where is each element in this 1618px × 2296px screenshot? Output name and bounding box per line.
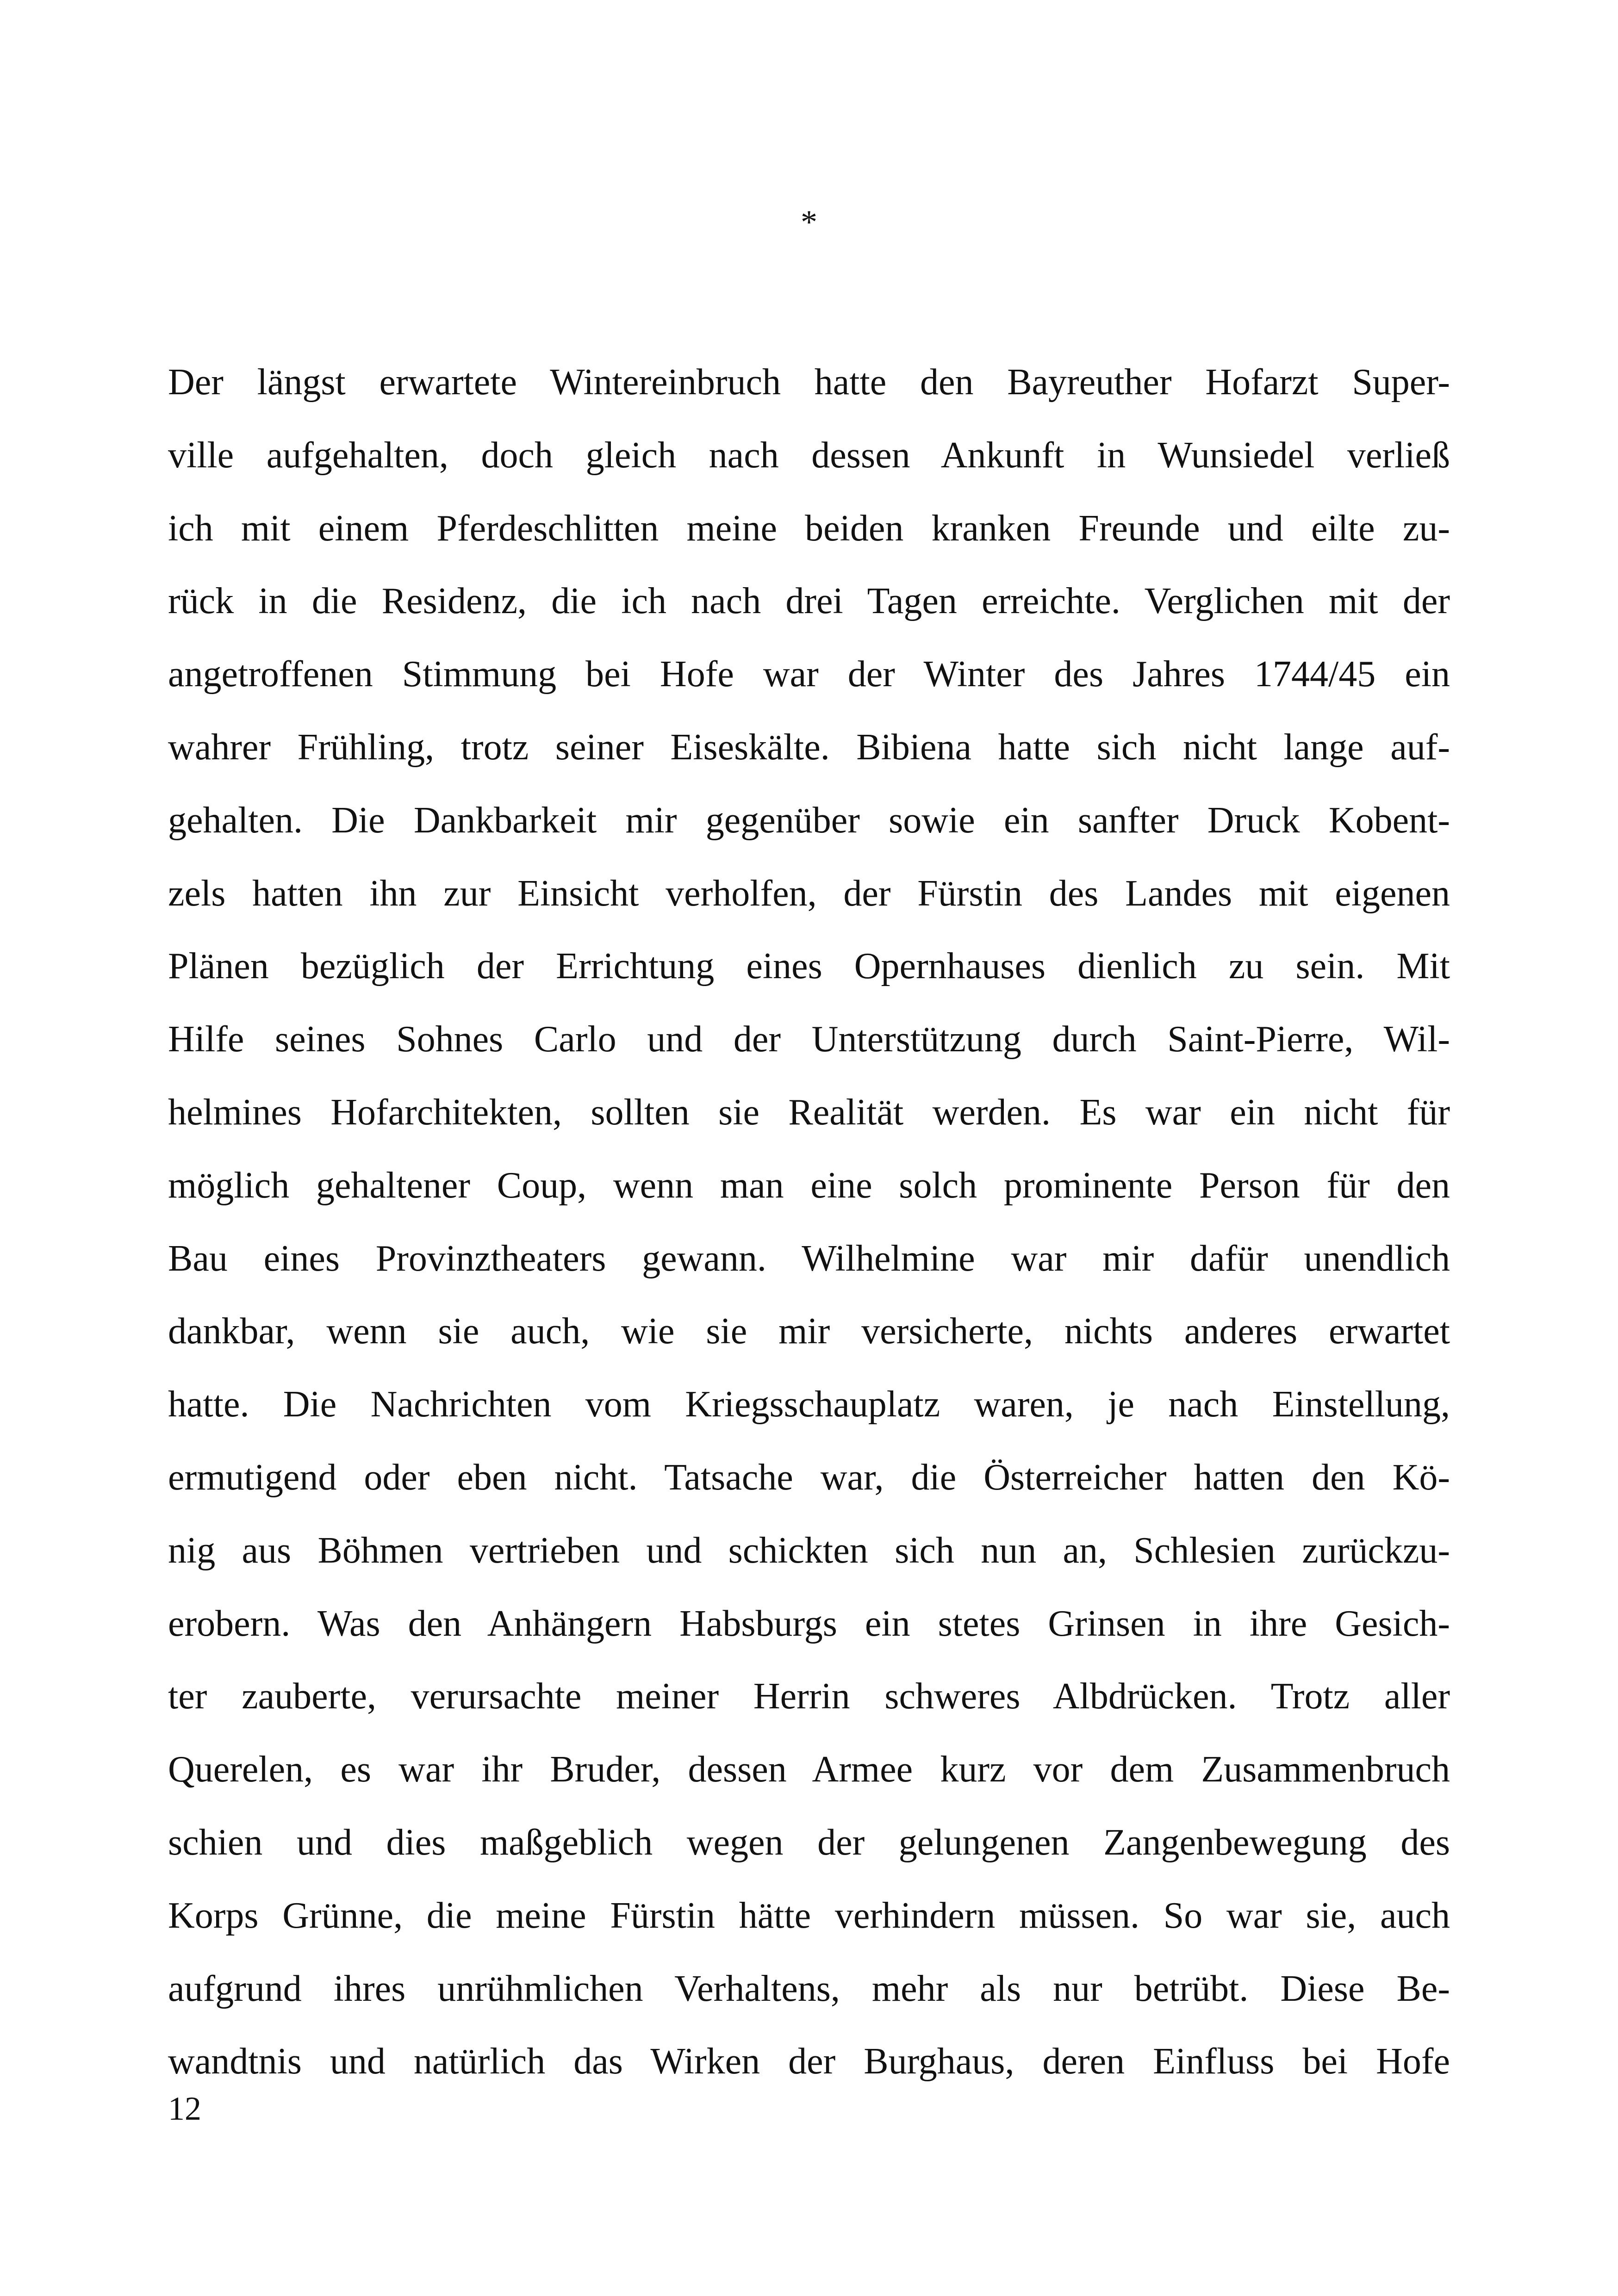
text-line: wahrer Frühling, trotz seiner Eiseskälte. Bibiena hatte sich nicht lange auf- — [168, 726, 1450, 768]
text-line: ter zauberte, verursachte meiner Herrin schweres Albdrücken. Trotz aller — [168, 1676, 1450, 1717]
text-line: Hilfe seines Sohnes Carlo und der Unterstützung durch Saint-Pierre, Wil- — [168, 1019, 1450, 1060]
text-line: ich mit einem Pferdeschlitten meine beiden kranken Freunde und eilte zu- — [168, 508, 1450, 549]
section-separator: * — [801, 204, 817, 241]
text-line: aufgrund ihres unrühmlichen Verhaltens, mehr als nur betrübt. Diese Be- — [168, 1968, 1450, 2009]
page-number: 12 — [168, 2090, 201, 2127]
body-text — [168, 346, 1450, 2098]
text-line: nig aus Böhmen vertrieben und schickten sich nun an, Schlesien zurückzu- — [168, 1530, 1450, 1571]
text-line: Korps Grünne, die meine Fürstin hätte verhindern müssen. So war sie, auch — [168, 1895, 1450, 1936]
text-line: hatte. Die Nachrichten vom Kriegsschauplatz waren, je nach Einstellung, — [168, 1384, 1450, 1425]
text-line: Bau eines Provinztheaters gewann. Wilhelmine war mir dafür unendlich — [168, 1238, 1450, 1279]
text-line: Plänen bezüglich der Errichtung eines Opernhauses dienlich zu sein. Mit — [168, 946, 1450, 987]
text-line: Der längst erwartete Wintereinbruch hatte den Bayreuther Hofarzt Super- — [168, 362, 1450, 403]
text-line: wandtnis und natürlich das Wirken der Burghaus, deren Einfluss bei Hofe — [168, 2041, 1450, 2082]
text-line: dankbar, wenn sie auch, wie sie mir versicherte, nichts anderes erwartet — [168, 1311, 1450, 1352]
text-line: rück in die Residenz, die ich nach drei Tagen erreichte. Verglichen mit der — [168, 581, 1450, 622]
text-line: zels hatten ihn zur Einsicht verholfen, der Fürstin des Landes mit eigenen — [168, 873, 1450, 914]
text-line: erobern. Was den Anhängern Habsburgs ein stetes Grinsen in ihre Gesich- — [168, 1603, 1450, 1644]
text-line: helmines Hofarchitekten, sollten sie Realität werden. Es war ein nicht für — [168, 1092, 1450, 1133]
text-line: angetroffenen Stimmung bei Hofe war der Winter des Jahres 1744/45 ein — [168, 654, 1450, 695]
text-line: Querelen, es war ihr Bruder, dessen Armee kurz vor dem Zusammenbruch — [168, 1749, 1450, 1790]
text-line: schien und dies maßgeblich wegen der gelungenen Zangenbewegung des — [168, 1822, 1450, 1863]
text-line: gehalten. Die Dankbarkeit mir gegenüber sowie ein sanfter Druck Kobent- — [168, 800, 1450, 841]
text-line: ermutigend oder eben nicht. Tatsache war, die Österreicher hatten den Kö- — [168, 1457, 1450, 1498]
text-line: ville aufgehalten, doch gleich nach dessen Ankunft in Wunsiedel verließ — [168, 434, 1450, 476]
text-line: möglich gehaltener Coup, wenn man eine solch prominente Person für den — [168, 1165, 1450, 1206]
